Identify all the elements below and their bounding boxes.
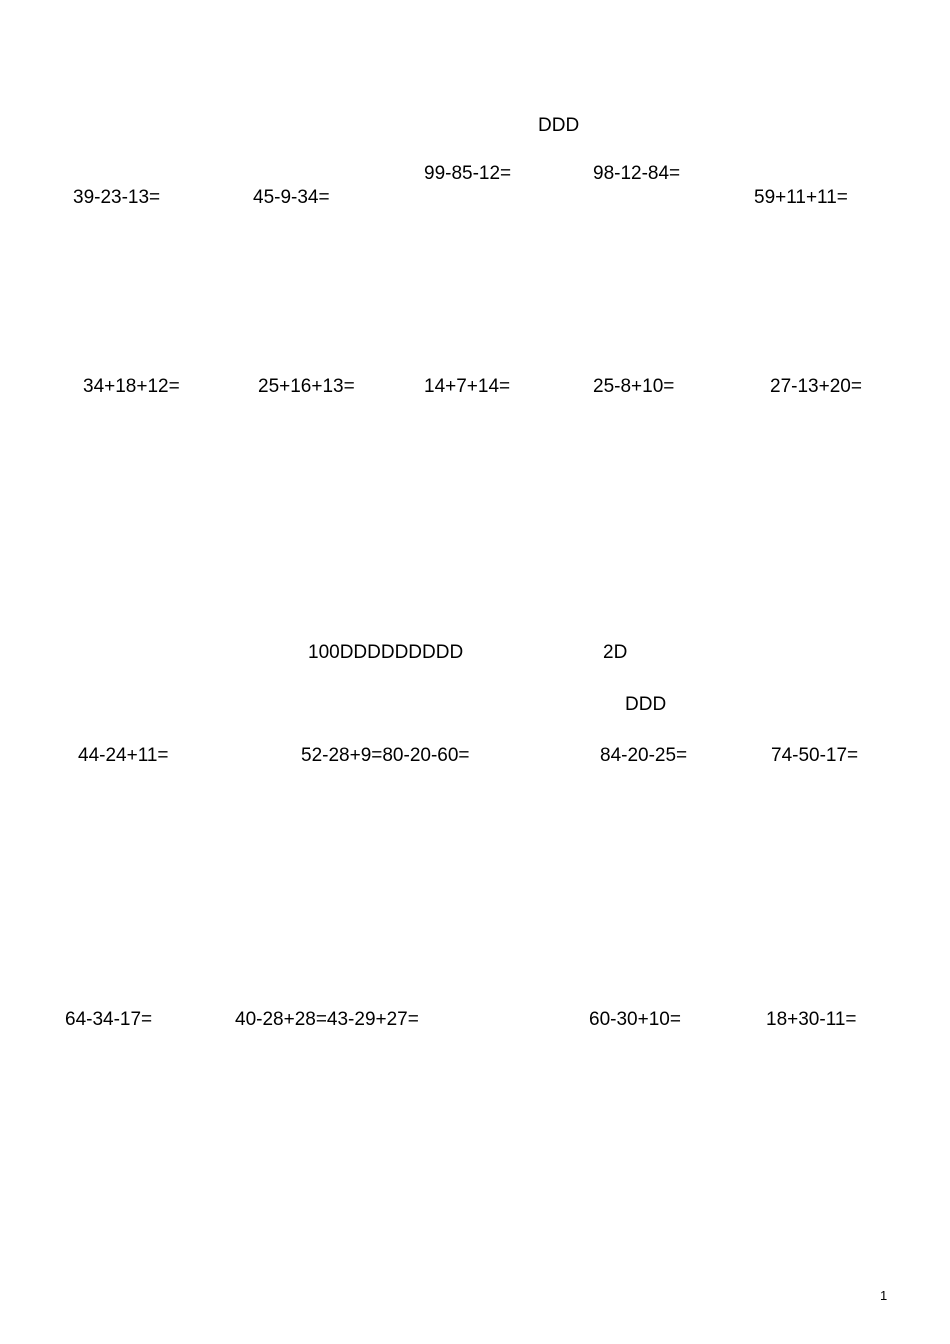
section2-label: 2D (603, 642, 628, 663)
problem-r4-3: 60-30+10= (589, 1009, 681, 1030)
problem-r1-4: 98-12-84= (593, 163, 681, 184)
section2-sub: DDD (625, 694, 667, 715)
problem-r4-1: 64-34-17= (65, 1009, 153, 1030)
problem-r3-4: 74-50-17= (771, 745, 859, 766)
problem-r1-1: 39-23-13= (73, 187, 161, 208)
problem-r3-1: 44-24+11= (78, 745, 169, 766)
problem-r2-3: 14+7+14= (424, 376, 511, 397)
problem-r4-4: 18+30-11= (766, 1009, 857, 1030)
section-title: DDD (538, 115, 580, 136)
problem-r1-3: 99-85-12= (424, 163, 512, 184)
problem-r2-5: 27-13+20= (770, 376, 862, 397)
problem-r3-3: 84-20-25= (600, 745, 688, 766)
problem-r4-2: 40-28+28=43-29+27= (235, 1009, 419, 1030)
problem-r1-5: 59+11+11= (754, 187, 848, 208)
problem-r2-1: 34+18+12= (83, 376, 180, 397)
problem-r1-2: 45-9-34= (253, 187, 330, 208)
problem-r3-2: 52-28+9=80-20-60= (301, 745, 470, 766)
page-number: 1 (880, 1288, 888, 1303)
problem-r2-4: 25-8+10= (593, 376, 675, 397)
problem-r2-2: 25+16+13= (258, 376, 355, 397)
section2-heading: 100DDDDDDDDD (308, 642, 464, 663)
